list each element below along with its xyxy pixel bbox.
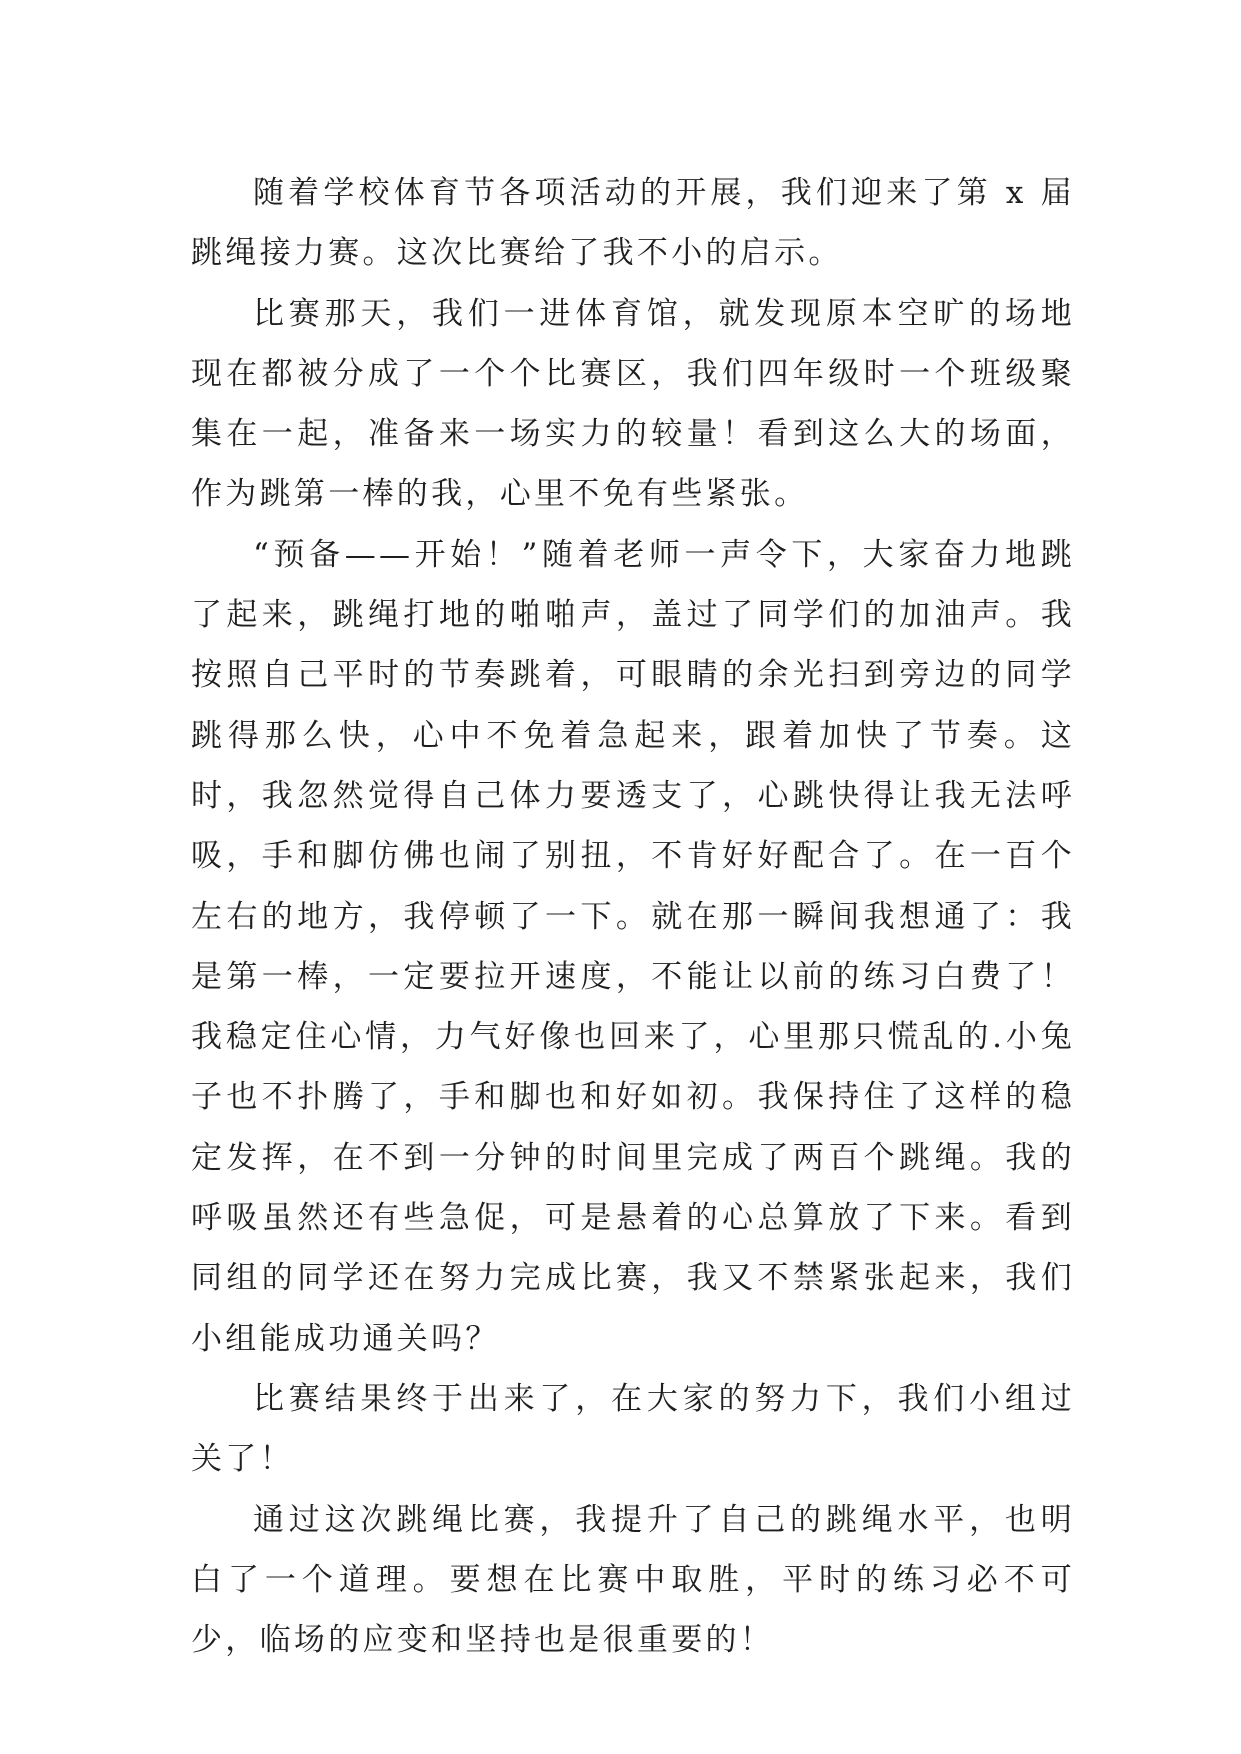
paragraph-conclusion: 通过这次跳绳比赛，我提升了自己的跳绳水平，也明白了一个道理。要想在比赛中取胜，平时的练习必不可少，临场的应变和坚持也是很重要的！ [191,1501,1075,1659]
paragraph-result: 比赛结果终于出来了，在大家的努力下，我们小组过关了！ [191,1380,1075,1478]
paragraph-intro: 随着学校体育节各项活动的开展，我们迎来了第 x 届跳绳接力赛。这次比赛给了我不小的启示。 [191,175,1075,272]
paragraph-race: “预备——开始！”随着老师一声令下，大家奋力地跳了起来，跳绳打地的啪啪声，盖过了同学们的加油声。我按照自己平时的节奏跳着，可眼睛的余光扫到旁边的同学跳得那么快，心中不免着急起来，跟着加快了节奏。这时，我忽然觉得自己体力要透支了，心跳快得让我无法呼吸，手和脚仿佛也闹了别扭，不肯好好配合了。在一百个左右的地方，我停顿了一下。就在那一瞬间我想通了：我是第一棒，一定要拉开速度，不能让以前的练习白费了！我稳定住心情，力气好像也回来了，心里那只慌乱的.小兔子也不扑腾了，手和脚也和好如初。我保持住了这样的稳定发挥，在不到一分钟的时间里完成了两百个跳绳。我的呼吸虽然还有些急促，可是悬着的心总算放了下来。看到同组的同学还在努力完成比赛，我又不禁紧张起来，我们小组能成功通关吗？ [191,536,1075,1357]
document-body [191,163,1075,1670]
paragraph-competition-day: 比赛那天，我们一进体育馆，就发现原本空旷的场地现在都被分成了一个个比赛区，我们四年级时一个班级聚集在一起，准备来一场实力的较量！看到这么大的场面，作为跳第一棒的我，心里不免有些紧张。 [191,295,1075,513]
